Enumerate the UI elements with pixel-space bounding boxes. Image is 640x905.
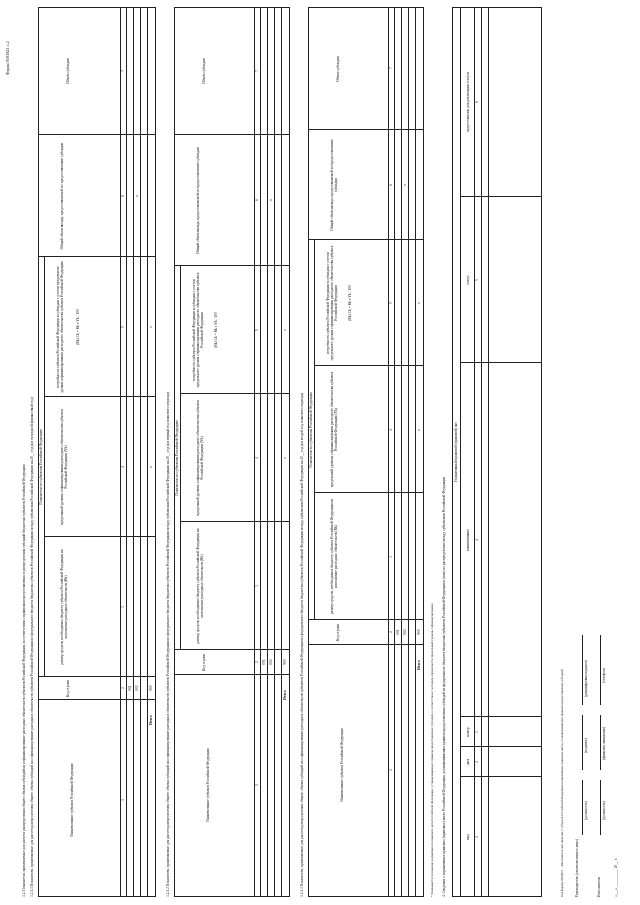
- rotated-sheet: Форма 0505821 с.2 3.2. Показатели, применяемые для расчета распределения общего объема субсидий на софинансирование расходных обязательств субъектов Российской Федерации, в соответствии с правилами предоставления и распределения субсидий бюджетам субъектов Российской Федерации 3.2.1.1 Показатели, применяемые для расчета распределения общего объема субсидий на софинансирование расходных обязательств субъектов Российской Федерации из федерального бюджета бюджетам субъектов Российской Федерации между субъектами Российской Федерации на 20__ год (на очередной финансовый год) Наименование субъекта Российской Федерации Код строки Показатели по субъектам Российской Федерации размер средств, необходимых бюджету субъекта Российской Федерации на исполнение расходных обязательств (Rk) предельный уровень софинансирования расходного обязательства субъекта Российской Федерации (Yk) потребность субъекта Российской Федерации в субсидии с учетом предельного уровня софинансирования расходного обязательства субъекта Российской Федерации (Rk) Ck = Rk x Yk / 100 Общий объем вклада, предоставляемой по предоставлению субсидии Объем субсидии 1 2 3 4 5 6 7 001 002 Итого 900 x x x 3.2.1.2 Показатели, применяемые для расчета распределения общего объема субсидий на софинансирование расходных обязательств субъектов Российской Федерации из федерального бюджета бюджетам субъектов Российской Федерации между субъектами Российской Федерации на 20__ год (на первый год планового периода) Наименование субъекта Российской Федерации Код строки Показатели по субъектам Российской Федерации размер средств, необходимых бюджету субъекта Российской Федерации на исполнение расходных обязательств (Rk) предельный уровень софинансирования расходного обязательства субъекта Российской Федерации (Yk) потребность субъекта Российской Федерации в субсидии с учетом предельного уровня софинансирования расходного обязательства субъекта Российской Федерации (Rk) Ck = Rk x Yk / 100 Общий объем вклада, предоставляемой по предоставлению субсидии Объем субсидии 1 2 3 4 5 6 7 001 002 Итого 900 x x x 3.2.1.3 Показатели, применяемые для расчета распределения общего объема субсидий на софинансирование расходных обязательств субъектов Российской Федерации из федерального бюджета бюджетам субъектов Российской Федерации между субъектами Российской Федерации на 20__ год (на второй год планового периода) Наименование субъекта Российской Федерации Код строки Показатели по субъектам Российской Федерации размер средств, необходимых бюджету субъекта Российской Федерации на исполнение расходных обязательств (Rk) предельный уровень софинансирования расходного обязательства субъекта Российской Федерации (Yk) потребность субъекта Российской Федерации в субсидии с учетом предельного уровня софинансирования расходного обязательства субъекта Российской Федерации (Rk) Ck = Rk x Yk / 100 Общий объем вклада, предоставляемой по предоставлению субсидии Объем субсидии 1 2 3 4 5 6 7 001 002 Итого 900 x x x * Указывается положение нормативного правового акта Российской Федерации, устанавливающего правила предоставления субсидий, в соответствии с которым определяется предельный уровень софинансирования 4. Сведения о нормативных правовых (правовых) актах Российской Федерации, устанавливающих правила предоставления субсидий из федерального бюджета бюджетам субъектов Российской Федерации и (или) их распределение между субъектами Российской Федерации Нормативный правовой (правовой) акт вид дата номер наименование статус предоставлены для реализации статуса 1 2 3 4 5 6 Код формы 0505821 – Заполняется при наличии у субъекта Российской Федерации нормативных правовых актов, устанавливающих правила предоставления субсидий Руководитель (уполномоченное лицо) (должность) (подпись) (расшифровка подписи) Исполнитель (должность) (фамилия, инициалы) (телефон) «___» __________ 20__ г.: [0, 0, 640, 905]
- s4-col-name: наименование: [466, 529, 470, 551]
- b3-col-e: Объем субсидии: [336, 56, 340, 82]
- s4-col-vid: вид: [466, 834, 470, 840]
- block-2-table: [174, 7, 290, 897]
- section-4-title: 4. Сведения о нормативных правовых (правовых) актах Российской Федерации, устанавливающих правила предоставления субсидий из федерального бюджета бюджетам субъектов Российской Федерации и (или) их распределение между субъектами Российской Федерации: [442, 476, 446, 897]
- b1-col-b: предельный уровень софинансирования расходного обязательства субъекта Российской Федерации (Yk): [60, 409, 68, 525]
- b3-group-header: Показатели по субъектам Российской Федерации: [309, 392, 313, 468]
- executor-label: Исполнитель: [597, 876, 601, 897]
- b1-col-c: потребность субъекта Российской Федерации в субсидии с учетом предельного уровня софинансирования расходного обязательства субъекта Российской Федерации: [56, 261, 64, 393]
- b3-col-b: предельный уровень софинансирования расходного обязательства субъекта Российской Федерации (Yk): [330, 371, 338, 488]
- s4-col-status: статус: [466, 275, 470, 285]
- b1-col-name: Наименование субъекта Российской Федерации: [70, 763, 74, 837]
- head-decode: (расшифровка подписи): [584, 660, 588, 697]
- b2-col-code: Код строки: [202, 653, 206, 672]
- block-1-table: [38, 7, 156, 897]
- head-label: Руководитель (уполномоченное лицо): [575, 838, 579, 897]
- executor-position: (должность): [602, 801, 606, 820]
- form-label: Форма 0505821 с.2: [5, 41, 10, 75]
- section-title: 3.2. Показатели, применяемые для расчета распределения общего объема субсидий на софинансирование расходных обязательств субъектов Российской Федерации, в соответствии с правилами предоставления и распределения субсидий бюджетам субъектов Российской Федерации: [22, 464, 26, 897]
- b2-col-c: потребность субъекта Российской Федерации в субсидии с учетом предельного уровня софинансирования расходного обязательства субъекта Российской Федерации: [192, 272, 204, 388]
- b1-total-label: Итого: [149, 715, 153, 725]
- block-2-title: 3.2.1.2 Показатели, применяемые для расчета распределения общего объема субсидий на софинансирование расходных обязательств субъектов Российской Федерации из федерального бюджета бюджетам субъектов Российской Федерации между субъектами Российской Федерации на 20__ год (на первый год планового периода): [166, 391, 170, 897]
- b3-total-label: Итого: [417, 660, 421, 670]
- block-3-table: [308, 7, 424, 897]
- head-position: (должность): [584, 801, 588, 820]
- s4-col-date: дата: [466, 758, 470, 766]
- head-sign: (подпись): [584, 738, 588, 753]
- b2-total-label: Итого: [283, 690, 287, 700]
- b2-col-d: Общий объем вклада, предоставляемой по предоставлению субсидии: [196, 147, 200, 254]
- executor-phone: (телефон): [602, 667, 606, 683]
- b3-col-c-formula: (Rk) Ck = Rk x Yk / 100: [348, 285, 352, 321]
- b2-col-e: Объем субсидии: [202, 58, 206, 84]
- b1-col-a: размер средств, необходимых бюджету субъекта Российской Федерации на исполнение расходных обязательств (Rk): [60, 549, 68, 665]
- b3-col-d: Общий объем вклада, предоставляемой по предоставлению субсидии: [330, 139, 338, 231]
- date-line: «___» __________ 20__ г.: [614, 858, 618, 897]
- b1-col-c-formula: (Rk) Ck = Rk x Yk / 100: [76, 309, 80, 345]
- bottom-note: Код формы 0505821 – Заполняется при наличии у субъекта Российской Федерации нормативных правовых актов, устанавливающих правила предоставления субсидий: [560, 669, 564, 897]
- b3-col-c: потребность субъекта Российской Федерации в субсидии с учетом предельного уровня софинансирования расходного обязательства субъекта Российской Федерации: [326, 245, 338, 361]
- b3-col-name: Наименование субъекта Российской Федерации: [340, 728, 344, 802]
- b2-col-c-formula: (Rk) Ck = Rk x Yk / 100: [214, 312, 218, 348]
- s4-col-provided: предоставлены для реализации статуса: [466, 72, 470, 132]
- footnote: * Указывается положение нормативного правового акта Российской Федерации, устанавливающего правила предоставления субсидий, в соответствии с которым определяется предельный уровень софинансирования: [430, 603, 434, 897]
- b1-col-d: Общий объем вклада, предоставляемой по предоставлению субсидии: [60, 142, 64, 250]
- s4-group-header: Нормативный правовой (правовой) акт: [454, 422, 458, 482]
- executor-fio: (фамилия, инициалы): [602, 726, 606, 760]
- b1-col-code: Код строки: [66, 679, 70, 698]
- b1-group-header: Показатели по субъектам Российской Федерации: [39, 429, 43, 505]
- b3-col-a: размер средств, необходимых бюджету субъекта Российской Федерации на исполнение расходных обязательств (Rk): [330, 499, 338, 614]
- s4-col-number: номер: [466, 727, 470, 737]
- block-1-title: 3.2.1.1 Показатели, применяемые для расчета распределения общего объема субсидий на софинансирование расходных обязательств субъектов Российской Федерации из федерального бюджета бюджетам субъектов Российской Федерации между субъектами Российской Федерации на 20__ год (на очередной финансовый год): [30, 397, 34, 897]
- b2-col-name: Наименование субъекта Российской Федерации: [206, 748, 210, 822]
- b3-col-code: Код строки: [336, 623, 340, 642]
- b2-col-a: размер средств, необходимых бюджету субъекта Российской Федерации на исполнение расходных обязательств (Rk): [196, 528, 204, 644]
- b1-col-e: Объем субсидии: [66, 58, 70, 84]
- block-3-title: 3.2.1.3 Показатели, применяемые для расчета распределения общего объема субсидий на софинансирование расходных обязательств субъектов Российской Федерации из федерального бюджета бюджетам субъектов Российской Федерации между субъектами Российской Федерации на 20__ год (на второй год планового периода): [300, 392, 304, 897]
- b2-col-b: предельный уровень софинансирования расходного обязательства субъекта Российской Федерации (Yk): [196, 400, 204, 516]
- b2-group-header: Показатели по субъектам Российской Федерации: [175, 420, 179, 496]
